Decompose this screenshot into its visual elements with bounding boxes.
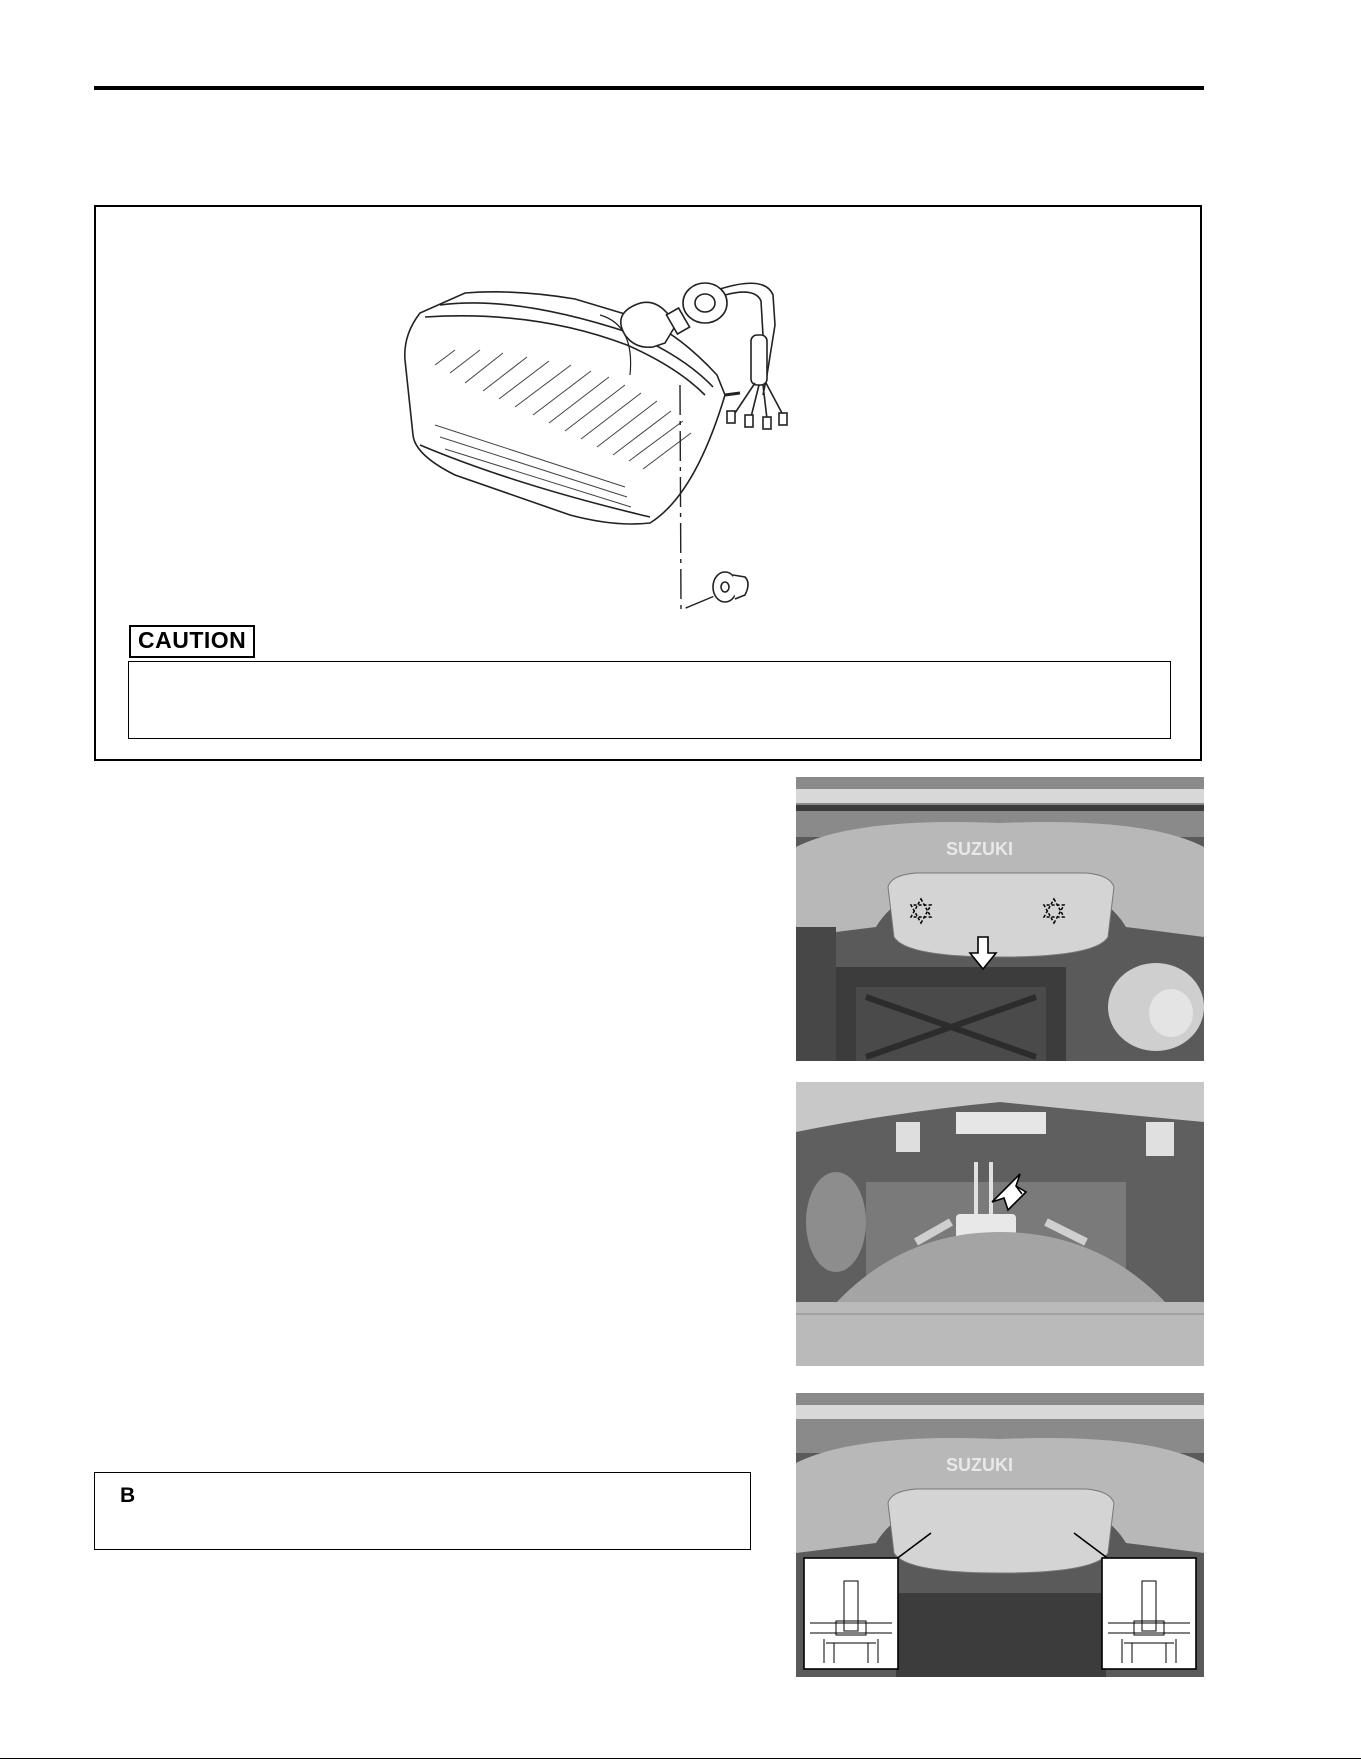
photo-1-brand: SUZUKI (946, 839, 1013, 859)
mounting-stud (725, 393, 740, 395)
grommet (713, 572, 748, 602)
note-box (94, 1472, 751, 1550)
photo-tail-light-installation (796, 1393, 1204, 1677)
photo-3-brand: SUZUKI (946, 1455, 1013, 1475)
photo-tail-light-removal (796, 777, 1204, 1061)
note-label: B (120, 1484, 136, 1507)
assembly-leader-line (680, 385, 717, 610)
detail-inset-right (1102, 1558, 1196, 1669)
caution-label: CAUTION (129, 625, 255, 658)
lens-hatching (435, 350, 691, 507)
caution-box (128, 661, 1171, 739)
tail-light-exploded-diagram (395, 265, 865, 625)
detail-inset-left (804, 1558, 898, 1669)
footer-rule (0, 1758, 1361, 1759)
header-rule (94, 86, 1204, 90)
photo-lamp-coupler (796, 1082, 1204, 1366)
